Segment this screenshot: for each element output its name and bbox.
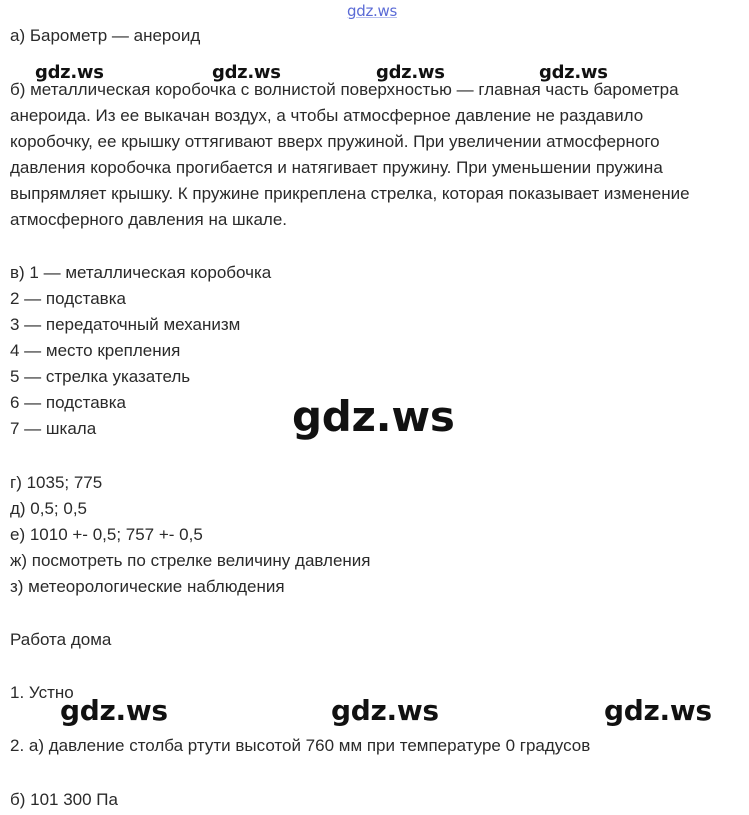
- answer-v-item-4: 4 — место крепления: [10, 341, 181, 360]
- homework-item-2a: 2. а) давление столба ртути высотой 760 мм при температуре 0 градусов: [10, 736, 591, 755]
- section-heading-homework: Работа дома: [10, 630, 112, 649]
- answer-a: а) Барометр — анероид: [10, 26, 201, 45]
- watermark-row1-1: gdz.ws: [35, 62, 104, 83]
- answer-zh: ж) посмотреть по стрелке величину давления: [10, 551, 371, 570]
- answer-v-item-1: в) 1 — металлическая коробочка: [10, 263, 272, 282]
- watermark-row2-3: gdz.ws: [604, 694, 712, 727]
- answer-v-item-7: 7 — шкала: [10, 419, 97, 438]
- answer-v-item-6: 6 — подставка: [10, 393, 126, 412]
- answer-v-item-5: 5 — стрелка указатель: [10, 367, 191, 386]
- answer-b-line-1: б) металлическая коробочка с волнистой поверхностью — главная часть барометра: [10, 80, 679, 99]
- answer-b-line-3: коробочку, ее крышку оттягивают вверх пружиной. При увеличении атмосферного: [10, 132, 660, 151]
- answer-b-line-2: анероида. Из ее выкачан воздух, а чтобы атмосферное давление не раздавило: [10, 106, 644, 125]
- answer-d: д) 0,5; 0,5: [10, 499, 88, 518]
- answer-g: г) 1035; 775: [10, 473, 103, 492]
- watermark-row1-3: gdz.ws: [376, 62, 445, 83]
- watermark-row2-2: gdz.ws: [331, 694, 439, 727]
- answer-e: е) 1010 +- 0,5; 757 +- 0,5: [10, 525, 203, 544]
- watermark-row1-4: gdz.ws: [539, 62, 608, 83]
- answer-v-item-3: 3 — передаточный механизм: [10, 315, 241, 334]
- homework-item-2b: б) 101 300 Па: [10, 790, 118, 809]
- answer-b-line-5: выпрямляет крышку. К пружине прикреплена стрелка, которая показывает изменение: [10, 184, 690, 203]
- answer-b-line-4: давления коробочка прогибается и натягивает пружину. При уменьшении пружина: [10, 158, 663, 177]
- watermark-link-top[interactable]: gdz.ws: [347, 2, 397, 20]
- answer-v-item-2: 2 — подставка: [10, 289, 126, 308]
- watermark-row2-1: gdz.ws: [60, 694, 168, 727]
- homework-item-1: 1. Устно: [10, 683, 74, 702]
- watermark-row1-2: gdz.ws: [212, 62, 281, 83]
- answer-b-line-6: атмосферного давления на шкале.: [10, 210, 288, 229]
- watermark-center: gdz.ws: [292, 392, 455, 441]
- answer-z: з) метеорологические наблюдения: [10, 577, 285, 596]
